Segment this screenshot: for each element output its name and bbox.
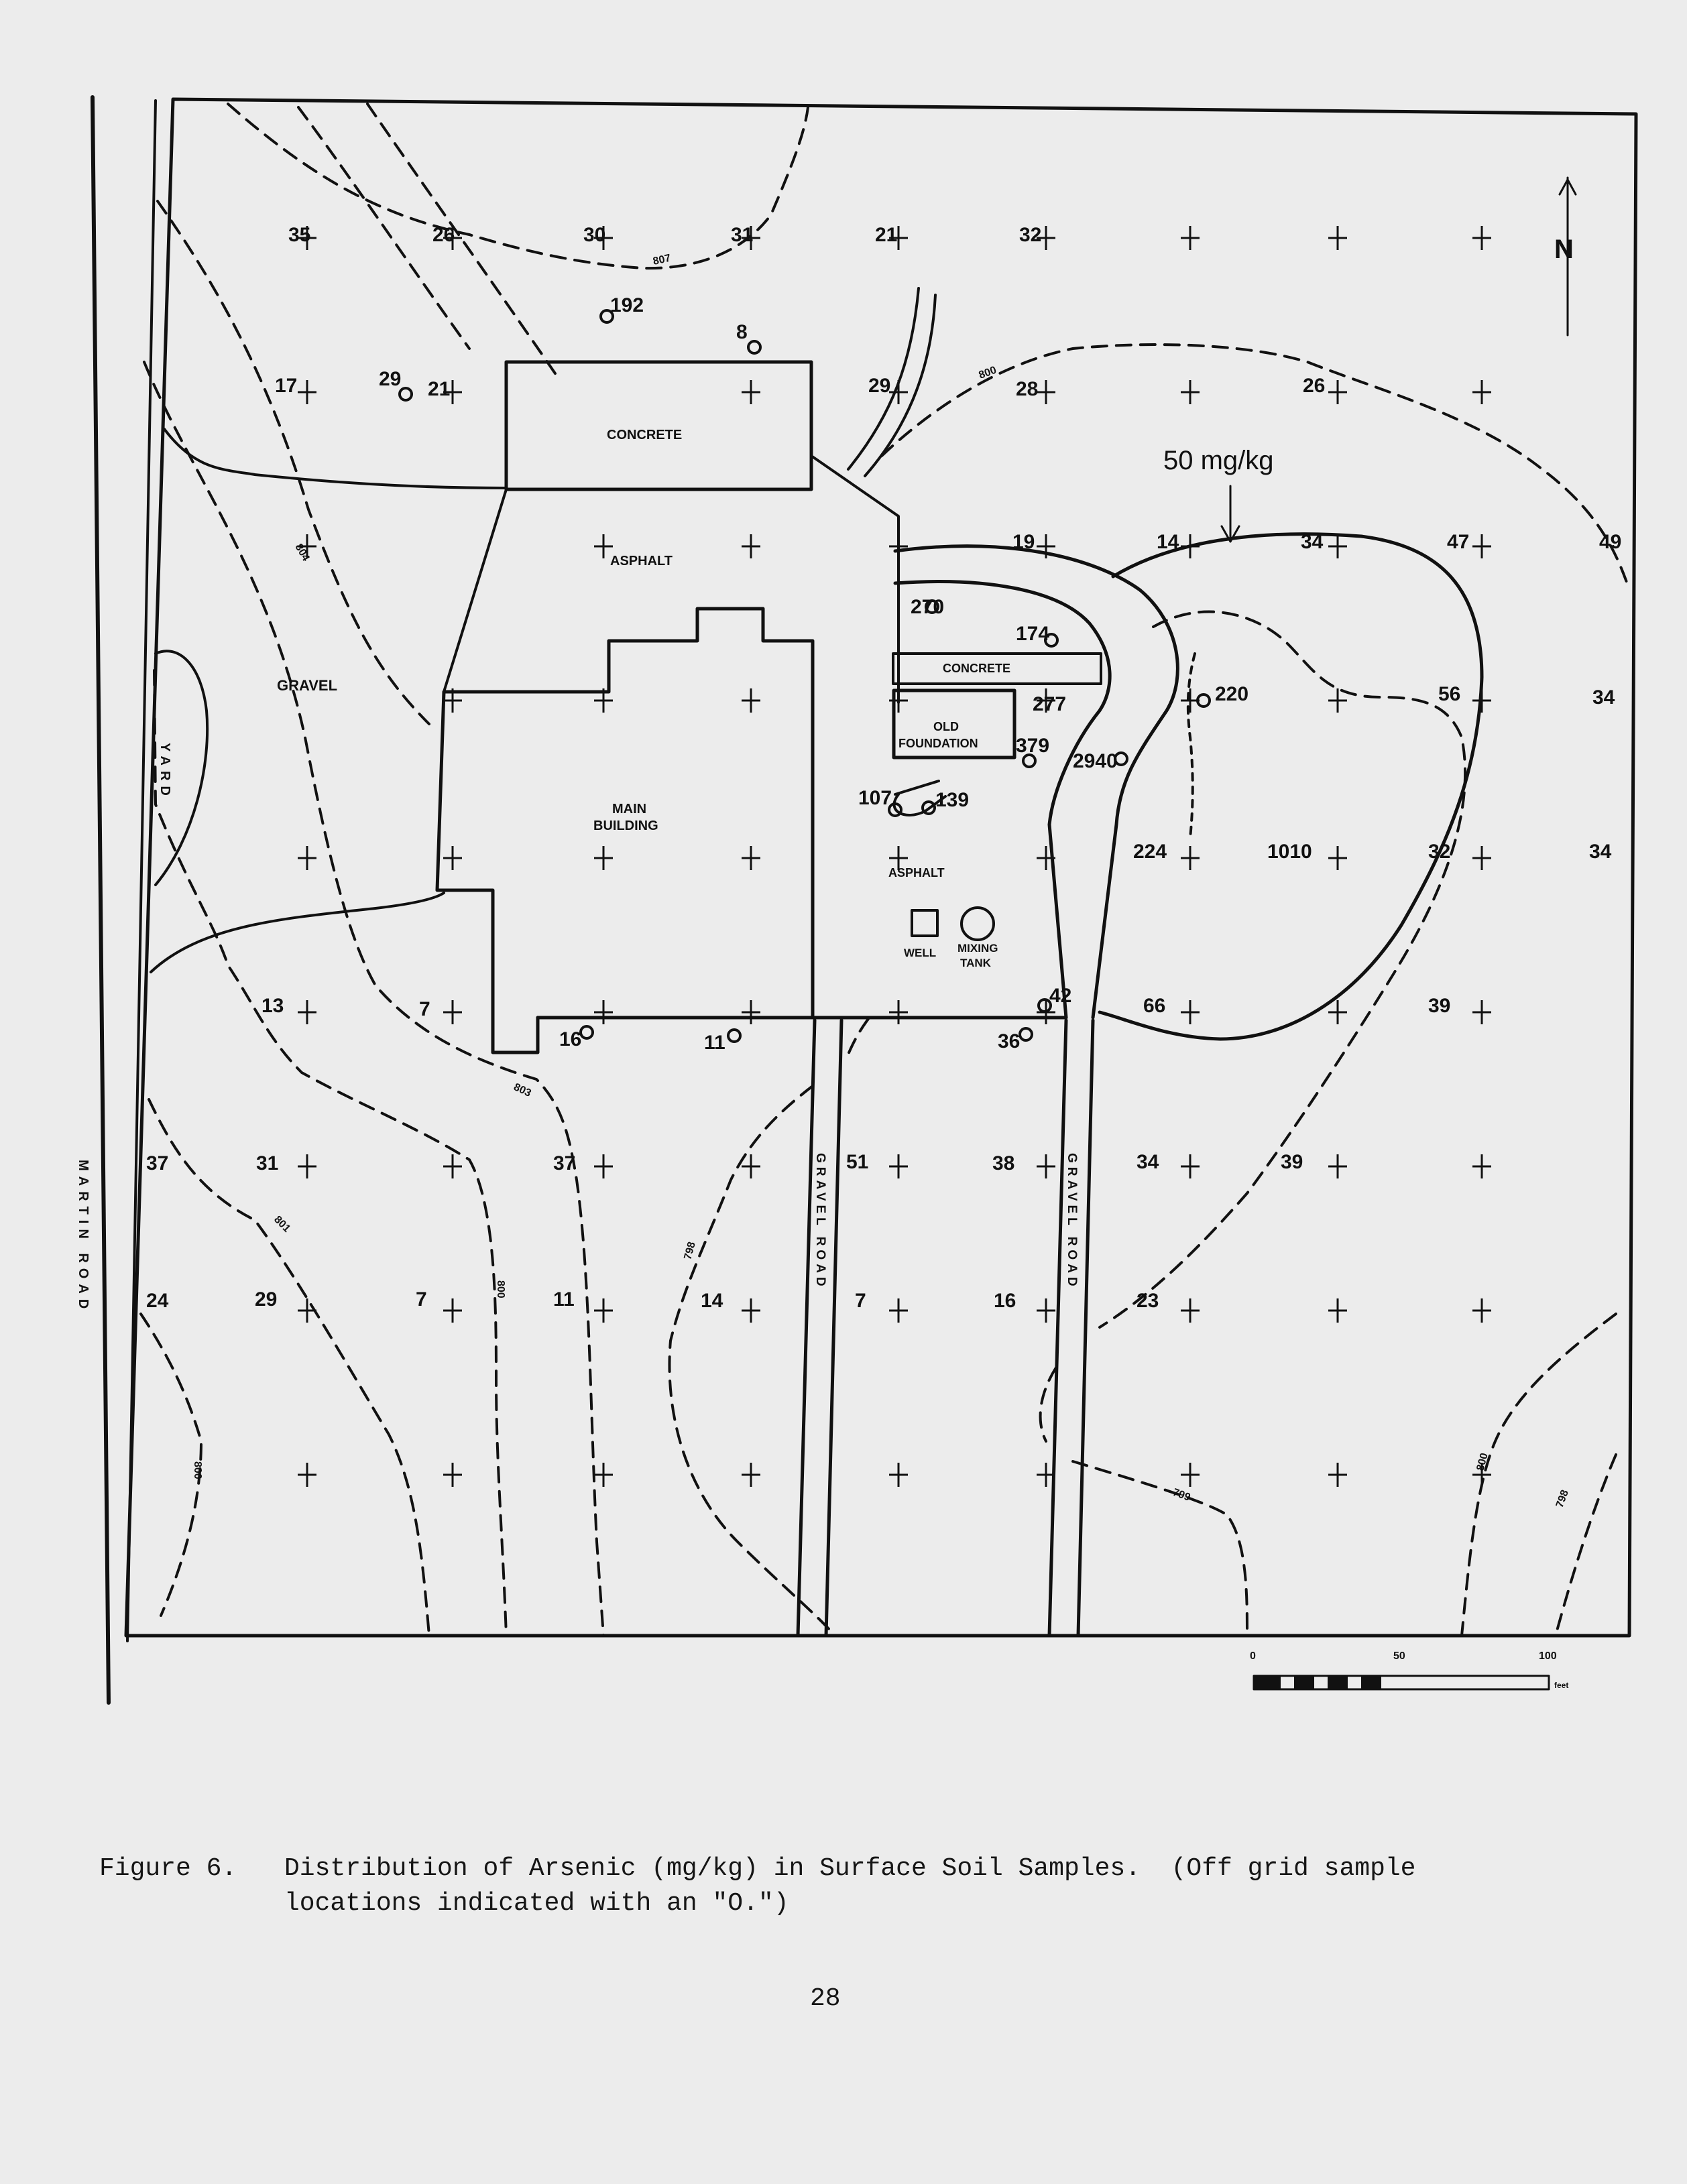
sample-value: 66 (1143, 995, 1166, 1017)
sample-cross (594, 1298, 613, 1323)
sample-cross (1181, 534, 1200, 558)
sample-value: 39 (1281, 1151, 1303, 1173)
contour-label-807: 807 (652, 252, 672, 267)
sample-cross (1181, 380, 1200, 404)
grid-sample-markers (298, 226, 1491, 1487)
sample-value: 34 (1301, 531, 1324, 553)
sample-cross (1328, 846, 1347, 870)
sample-value: 17 (275, 375, 298, 397)
sample-cross (889, 1000, 908, 1024)
sample-cross (443, 1463, 462, 1487)
offgrid-value: 8 (736, 321, 748, 343)
sample-cross (1328, 1154, 1347, 1178)
contour-label-800b: 800 (495, 1280, 506, 1298)
sample-value: 7 (419, 998, 430, 1020)
sample-cross (1328, 1463, 1347, 1487)
sample-cross (1181, 226, 1200, 250)
sample-value: 14 (701, 1290, 723, 1312)
sample-cross (443, 1298, 462, 1323)
sample-cross (742, 1463, 760, 1487)
sample-cross (742, 846, 760, 870)
scale-tick-0: 0 (1250, 1650, 1256, 1662)
sample-cross (594, 846, 613, 870)
offgrid-circle (400, 388, 412, 400)
contour-label-804: 804 (292, 542, 312, 564)
sample-value: 14 (1157, 531, 1179, 553)
sample-value: 34 (1589, 841, 1612, 863)
sample-cross (1181, 1463, 1200, 1487)
sample-cross (1472, 226, 1491, 250)
sample-cross (594, 1154, 613, 1178)
label-gravel-road-1: GRAVEL ROAD (813, 1153, 827, 1290)
sample-cross (742, 688, 760, 713)
offgrid-value: 29 (379, 368, 402, 390)
sample-value: 11 (704, 1032, 725, 1054)
sample-value: 23 (1137, 1290, 1159, 1312)
sample-cross (1472, 688, 1491, 713)
sample-cross (742, 1000, 760, 1024)
sample-cross (1328, 226, 1347, 250)
sample-value: 28 (1016, 378, 1039, 400)
sample-value: 56 (1438, 683, 1461, 705)
sample-value: 24 (146, 1290, 169, 1312)
sample-value: 26 (432, 224, 455, 246)
sample-cross (889, 1463, 908, 1487)
sample-cross (1472, 380, 1491, 404)
annotation-50-mgkg: 50 mg/kg (1163, 446, 1274, 475)
label-old-foundation-2: FOUNDATION (898, 737, 978, 750)
sample-cross (594, 1463, 613, 1487)
sample-cross (1037, 1154, 1055, 1178)
offgrid-circle (581, 1026, 593, 1038)
gravel-boundary-bottom (151, 893, 444, 972)
sample-cross (443, 846, 462, 870)
sample-cross (1037, 380, 1055, 404)
sample-value: 39 (1428, 995, 1451, 1017)
sample-value: 47 (1447, 531, 1470, 553)
sample-cross (889, 1298, 908, 1323)
contour-label-798a: 798 (682, 1240, 698, 1262)
well (912, 910, 937, 936)
offgrid-circle (748, 341, 760, 353)
sample-cross (742, 534, 760, 558)
offgrid-value: 192 (610, 294, 644, 316)
page-number: 28 (810, 1984, 841, 2013)
sample-value: 16 (994, 1290, 1016, 1312)
sample-cross (1328, 1298, 1347, 1323)
contour-lines (141, 104, 1629, 1636)
foundation-tie (895, 781, 939, 794)
sample-value: 38 (992, 1152, 1015, 1174)
caption-line-1: Distribution of Arsenic (mg/kg) in Surface Soil Samples. (Off grid sample (284, 1854, 1416, 1883)
north-label: N (1554, 235, 1574, 264)
off-grid-sample-markers (400, 310, 1210, 1042)
sample-cross (594, 1000, 613, 1024)
sample-cross (1328, 1000, 1347, 1024)
sample-value: 7 (855, 1290, 866, 1312)
sample-cross (889, 1154, 908, 1178)
offgrid-value: 379 (1016, 735, 1050, 757)
sample-value: 19 (1012, 531, 1035, 553)
sample-value: 37 (553, 1152, 576, 1174)
scale-tick-100: 100 (1539, 1650, 1557, 1662)
sample-value: 32 (1019, 224, 1042, 246)
label-main-building-1: MAIN (612, 802, 647, 816)
sample-cross (1328, 380, 1347, 404)
scale-unit: feet (1554, 1681, 1569, 1690)
sample-cross (298, 380, 316, 404)
label-gravel: GRAVEL (277, 677, 338, 694)
sample-cross (1181, 846, 1200, 870)
map-frame (126, 99, 1636, 1636)
label-asphalt-mid: ASPHALT (888, 866, 945, 879)
contour-label-798b: 798 (1554, 1488, 1571, 1510)
sample-value: 34 (1137, 1151, 1159, 1173)
figure-caption (99, 1852, 1541, 1921)
label-old-foundation-1: OLD (933, 720, 959, 733)
mixing-tank (962, 908, 994, 940)
sample-cross (298, 1000, 316, 1024)
sample-cross (742, 1298, 760, 1323)
sample-value: 30 (583, 224, 606, 246)
contour-label-799: 799 (1171, 1486, 1192, 1504)
contour-label-801: 801 (272, 1213, 293, 1235)
sample-value: 35 (288, 224, 311, 246)
sample-cross (1472, 846, 1491, 870)
caption-line-2: locations indicated with an "O.") (284, 1889, 789, 1918)
sample-value: 13 (261, 995, 284, 1017)
contour-label-803: 803 (512, 1081, 533, 1099)
label-gravel-road-2: GRAVEL ROAD (1065, 1153, 1079, 1290)
sample-value: 7 (416, 1288, 427, 1311)
sample-value: 31 (731, 224, 754, 246)
sample-value: 16 (559, 1028, 582, 1050)
label-concrete-mid: CONCRETE (943, 662, 1011, 675)
sample-value: 34 (1592, 686, 1615, 709)
sample-cross (1037, 1298, 1055, 1323)
offgrid-value: 220 (1215, 683, 1249, 705)
sample-value: 36 (998, 1030, 1021, 1052)
sample-value: 21 (875, 224, 898, 246)
sample-value: 51 (846, 1151, 869, 1173)
sample-value: 1010 (1267, 841, 1312, 863)
offgrid-value: 2940 (1073, 750, 1118, 772)
sample-value: 29 (255, 1288, 278, 1311)
offgrid-circle (1020, 1028, 1032, 1040)
sample-value: 26 (1303, 375, 1326, 397)
sample-cross (1472, 1298, 1491, 1323)
contour-label-800c: 800 (1474, 1451, 1491, 1473)
gravel-road-left (798, 1020, 841, 1636)
contour-label-800a: 800 (977, 364, 998, 381)
sample-cross (1181, 1154, 1200, 1178)
sample-cross (443, 1154, 462, 1178)
sample-cross (298, 1154, 316, 1178)
sample-value: 42 (1049, 985, 1072, 1007)
concrete-slab (506, 362, 811, 489)
grid-sample-values (146, 224, 1621, 1312)
sample-value: 277 (1033, 693, 1067, 715)
offgrid-value: 107 (858, 787, 892, 809)
sample-value: 31 (256, 1152, 279, 1174)
label-main-building-2: BUILDING (593, 818, 658, 833)
label-well: WELL (904, 947, 937, 959)
label-mixing-1: MIXING (957, 942, 998, 955)
margin-rule-outer (93, 97, 109, 1703)
sample-cross (298, 846, 316, 870)
sample-cross (742, 380, 760, 404)
sample-value: 21 (428, 378, 451, 400)
sample-cross (1472, 534, 1491, 558)
sample-cross (1181, 1298, 1200, 1323)
scale-bar-fill (1254, 1676, 1381, 1689)
label-yard: YARD (158, 743, 172, 801)
sample-value: 49 (1599, 531, 1622, 553)
contour-label-800d: 800 (192, 1461, 203, 1479)
sample-cross (1328, 534, 1347, 558)
asphalt-outline (444, 456, 898, 703)
sample-value: 37 (146, 1152, 169, 1174)
label-mixing-2: TANK (960, 957, 991, 969)
offgrid-value: 139 (935, 789, 970, 811)
sample-cross (889, 534, 908, 558)
gravel-road-right (1049, 1020, 1093, 1636)
sample-cross (1181, 1000, 1200, 1024)
offgrid-value: 174 (1016, 623, 1050, 645)
sample-cross (443, 1000, 462, 1024)
sample-value: 32 (1428, 841, 1451, 863)
label-martin-road: MARTIN ROAD (76, 1160, 91, 1315)
sample-cross (1472, 1000, 1491, 1024)
sample-cross (298, 1298, 316, 1323)
offgrid-circle (728, 1030, 740, 1042)
label-asphalt-top: ASPHALT (610, 554, 673, 568)
sample-cross (1472, 1154, 1491, 1178)
sample-value: 11 (553, 1288, 575, 1311)
offgrid-value: 270 (911, 596, 945, 618)
caption-label: Figure 6. (99, 1854, 237, 1883)
sample-value: 29 (868, 375, 891, 397)
scale-tick-50: 50 (1393, 1650, 1405, 1662)
sample-value: 224 (1133, 841, 1167, 863)
sample-cross (298, 1463, 316, 1487)
gravel-boundary-top (164, 429, 506, 488)
label-concrete-top: CONCRETE (607, 428, 683, 442)
